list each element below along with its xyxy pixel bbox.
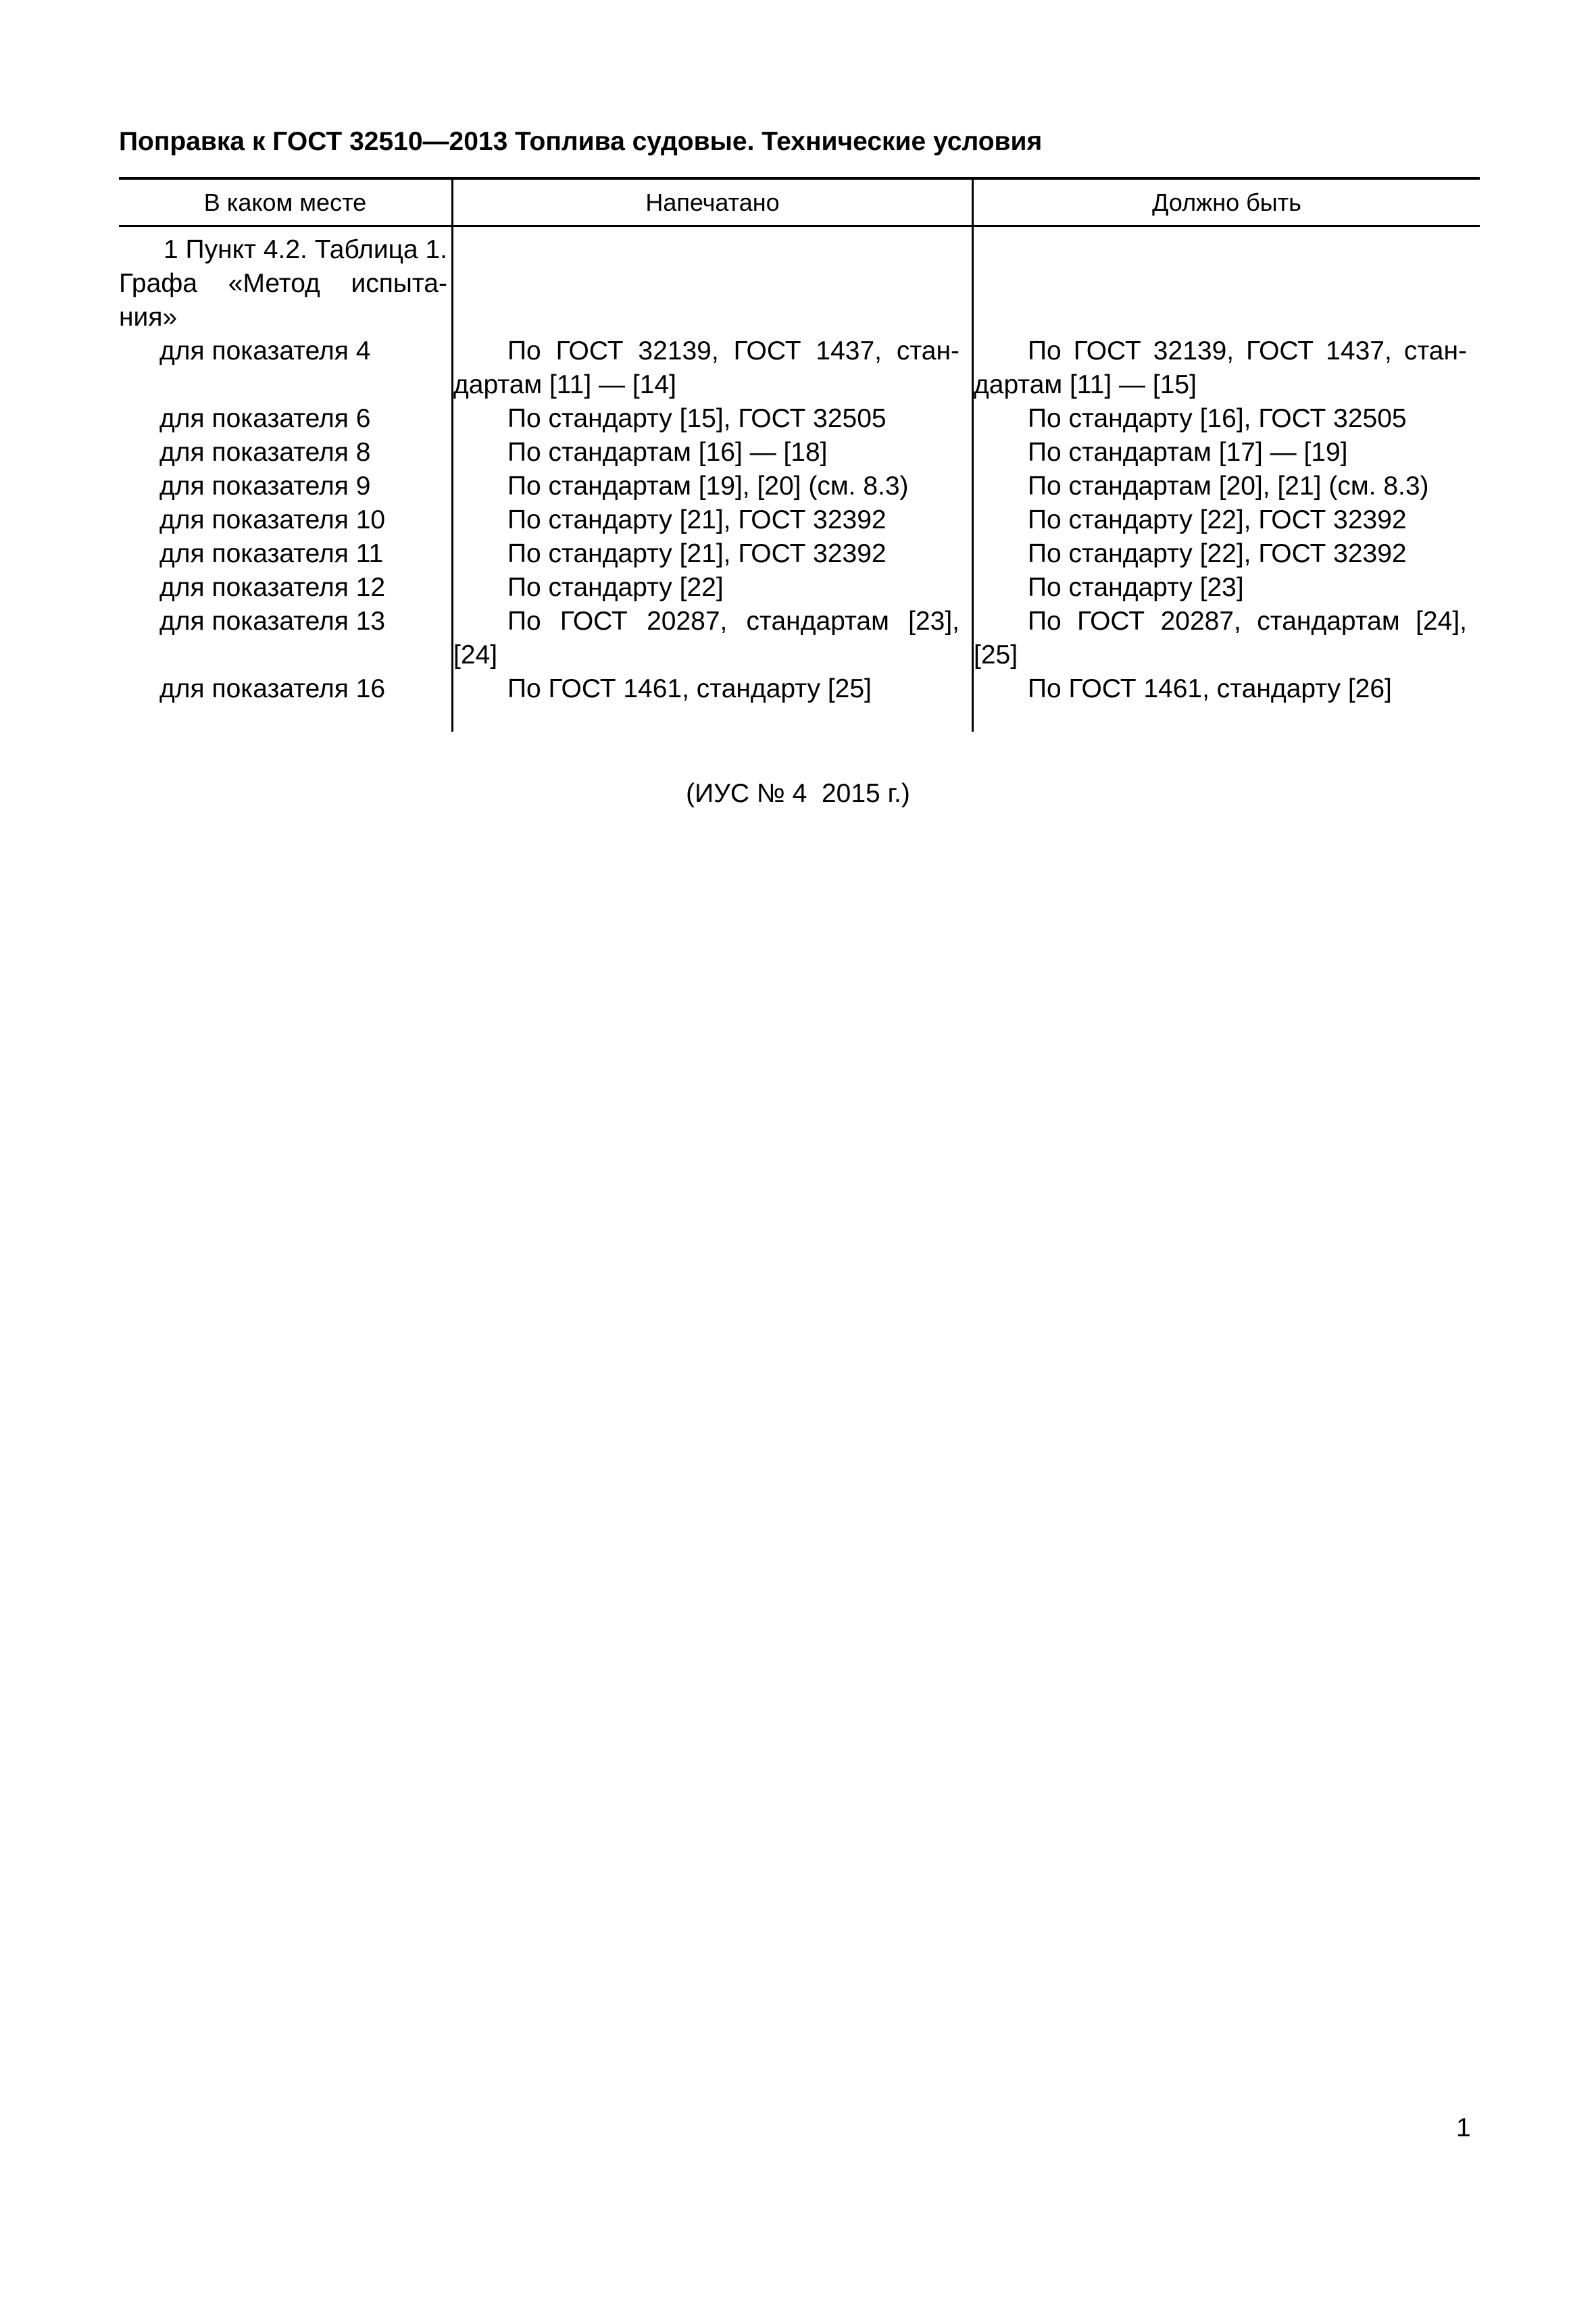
row-printed: По стандарту [21], ГОСТ 32392 (507, 505, 887, 534)
row-should-be: По ГОСТ 1461, стандарту [26] (1028, 674, 1392, 703)
correction-table (119, 177, 1480, 732)
page-number: 1 (1456, 2113, 1471, 2142)
printed-line: По ГОСТ 32139, ГОСТ 1437, стан- (507, 336, 959, 366)
intro-line: Графа «Метод испыта- (119, 269, 447, 298)
intro-line: ния» (119, 303, 178, 332)
table-intro (119, 233, 447, 334)
row-place: для показателя 10 (159, 505, 386, 534)
row-printed: По стандарту [15], ГОСТ 32505 (507, 404, 887, 433)
page-title: Поправка к ГОСТ 32510—2013 Топлива судовые. Технические условия (119, 127, 1043, 156)
row-printed (453, 334, 959, 402)
row-place: для показателя 4 (159, 336, 371, 366)
row-place: для показателя 8 (159, 438, 371, 467)
printed-line: дартам [11] — [14] (453, 370, 676, 399)
row-place: для показателя 6 (159, 404, 371, 433)
row-printed: По ГОСТ 1461, стандарту [25] (507, 674, 872, 703)
row-should-be: По стандарту [23] (1028, 573, 1244, 602)
row-should-be: По стандартам [17] — [19] (1028, 438, 1348, 467)
header-should-be: Должно быть (1152, 188, 1301, 216)
row-should-be: По стандартам [20], [21] (см. 8.3) (1028, 472, 1429, 501)
row-place: для показателя 13 (159, 607, 386, 636)
row-place: для показателя 16 (159, 674, 386, 703)
row-printed: По стандарту [21], ГОСТ 32392 (507, 539, 887, 568)
row-should-be: По стандарту [22], ГОСТ 32392 (1028, 539, 1407, 568)
row-should-be: По стандарту [16], ГОСТ 32505 (1028, 404, 1407, 433)
should-be-line: По ГОСТ 32139, ГОСТ 1437, стан- (1028, 336, 1467, 366)
row-place: для показателя 11 (159, 539, 384, 568)
row-should-be (974, 605, 1467, 672)
should-be-line: дартам [11] — [15] (974, 370, 1197, 399)
should-be-line: По ГОСТ 20287, стандартам [24], (1028, 607, 1467, 636)
printed-line: [24] (453, 640, 498, 670)
header-place: В каком месте (203, 188, 367, 216)
issue-note: (ИУС № 4 2015 г.) (686, 779, 910, 808)
row-printed: По стандартам [19], [20] (см. 8.3) (507, 472, 909, 501)
row-should-be: По стандарту [22], ГОСТ 32392 (1028, 505, 1407, 534)
should-be-line: [25] (974, 640, 1018, 670)
row-should-be (974, 334, 1467, 402)
header-printed: Напечатано (645, 188, 780, 216)
table-header-rule (119, 225, 1480, 227)
row-place: для показателя 9 (159, 472, 371, 501)
row-printed (453, 605, 959, 672)
intro-line: 1 Пункт 4.2. Таблица 1. (164, 235, 447, 264)
row-place: для показателя 12 (159, 573, 386, 602)
printed-line: По ГОСТ 20287, стандартам [23], (507, 607, 959, 636)
row-printed: По стандартам [16] — [18] (507, 438, 828, 467)
row-printed: По стандарту [22] (507, 573, 724, 602)
